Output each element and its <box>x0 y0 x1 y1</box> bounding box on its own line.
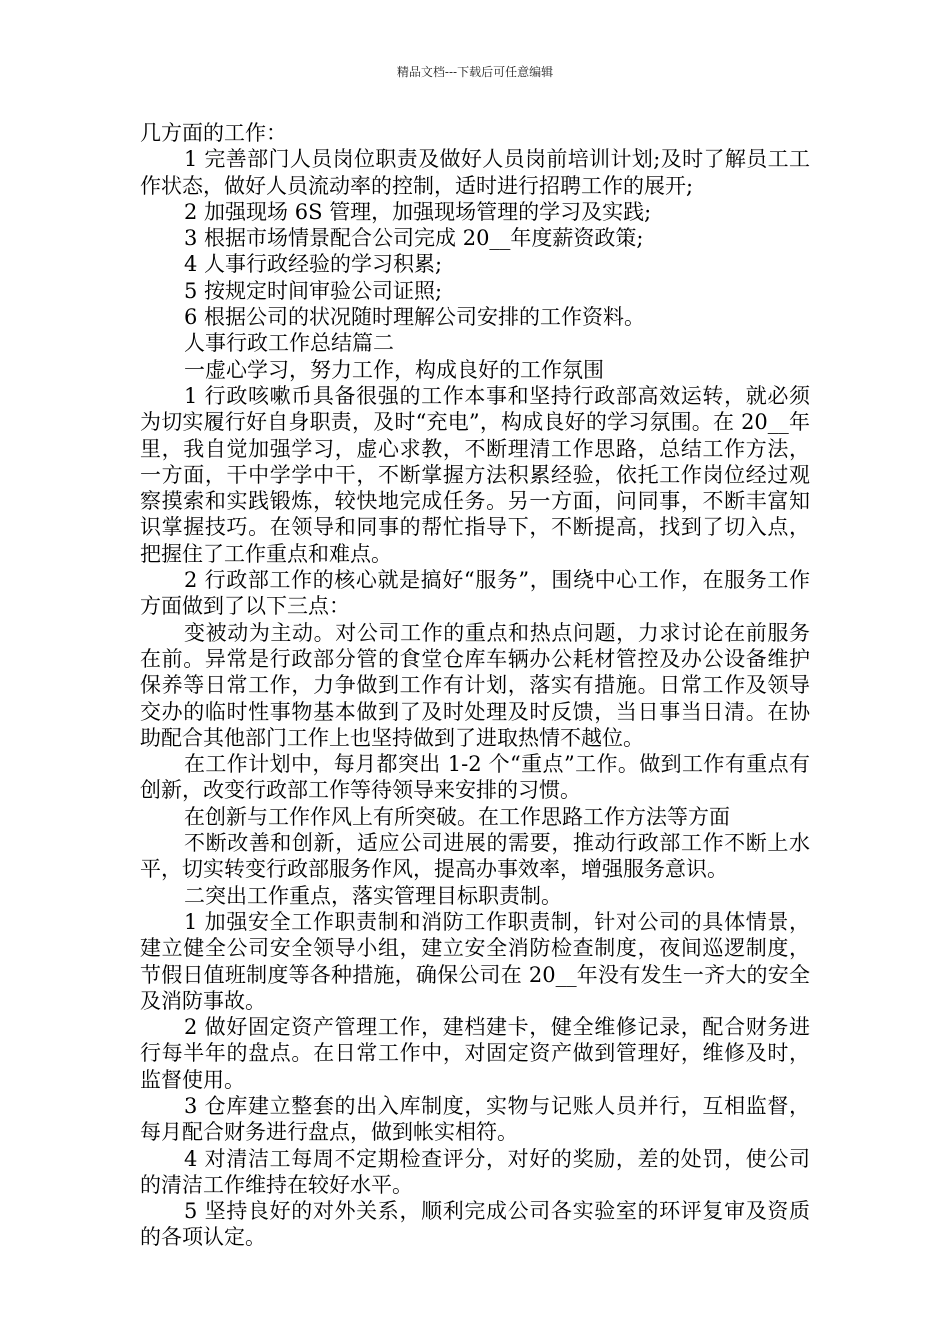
paragraph-17: 2 做好固定资产管理工作，建档建卡，健全维修记录，配合财务进行每半年的盘点。在日常工作中，对固定资产做到管理好，维修及时，监督使用。 <box>140 1015 810 1092</box>
page-header: 精品文档---下载后可任意编辑 <box>396 65 554 79</box>
section-heading-2: 人事行政工作总结篇二 <box>184 331 394 356</box>
paragraph-12: 在工作计划中，每月都突出 1-2 个“重点”工作。做到工作有重点有创新，改变行政部工作等待领导来安排的习惯。 <box>140 752 810 803</box>
paragraph-2: 2 加强现场 6S 管理，加强现场管理的学习及实践; <box>184 199 652 224</box>
paragraph-14: 不断改善和创新，适应公司进展的需要，推动行政部工作不断上水平，切实转变行政部服务作风，提高办事效率，增强服务意识。 <box>140 831 810 882</box>
document-body <box>140 120 810 1251</box>
paragraph-19: 4 对清洁工每周不定期检查评分，对好的奖励，差的处罚，使公司的清洁工作维持在较好水平。 <box>140 1146 810 1197</box>
paragraph-9: 1 行政咳嗽币具备很强的工作本事和坚持行政部高效运转，就必须为切实履行好自身职责，及时“充电”，构成良好的学习氛围。在 20__年里，我自觉加强学习，虚心求教，不断理清工作思路，总结工作方法，一方面，干中学学中干，不断掌握方法积累经验，依托工作岗位经过观察摸索和实践锻炼，较快地完成任务。另一方面，问同事，不断丰富知识掌握技巧。在领导和同事的帮忙指导下，不断提高，找到了切入点，把握住了工作重点和难点。 <box>140 383 810 566</box>
paragraph-4: 4 人事行政经验的学习积累; <box>184 252 443 277</box>
paragraph-13: 在创新与工作作风上有所突破。在工作思路工作方法等方面 <box>184 804 730 829</box>
paragraph-0: 几方面的工作： <box>140 121 287 145</box>
paragraph-1: 1 完善部门人员岗位职责及做好人员岗前培训计划;及时了解员工工作状态，做好人员流动率的控制，适时进行招聘工作的展开; <box>140 147 810 198</box>
subheading-2: 二突出工作重点，落实管理目标职责制。 <box>184 883 562 908</box>
paragraph-20: 5 坚持良好的对外关系，顺利完成公司各实验室的环评复审及资质的各项认定。 <box>140 1199 810 1250</box>
paragraph-3: 3 根据市场情景配合公司完成 20__年度薪资政策; <box>184 226 644 251</box>
paragraph-10: 2 行政部工作的核心就是搞好“服务”，围绕中心工作，在服务工作方面做到了以下三点： <box>140 568 810 619</box>
paragraph-6: 6 根据公司的状况随时理解公司安排的工作资料。 <box>184 305 646 330</box>
paragraph-18: 3 仓库建立整套的出入库制度，实物与记账人员并行，互相监督，每月配合财务进行盘点，做到帐实相符。 <box>140 1093 810 1145</box>
paragraph-5: 5 按规定时间审验公司证照; <box>184 278 443 303</box>
paragraph-11: 变被动为主动。对公司工作的重点和热点问题，力求讨论在前服务在前。异常是行政部分管的食堂仓库车辆办公耗材管控及办公设备维护保养等日常工作，力争做到工作有计划，落实有措施。日常工作及领导交办的临时性事物基本做到了及时处理及时反馈，当日事当日清。在协助配合其他部门工作上也坚持做到了进取热情不越位。 <box>140 620 810 750</box>
paragraph-16: 1 加强安全工作职责制和消防工作职责制，针对公司的具体情景，建立健全公司安全领导小组，建立安全消防检查制度，夜间巡逻制度，节假日值班制度等各种措施，确保公司在 20__年没有发生一齐大的安全及消防事故。 <box>140 909 810 1013</box>
subheading-1: 一虚心学习，努力工作，构成良好的工作氛围 <box>184 357 604 382</box>
